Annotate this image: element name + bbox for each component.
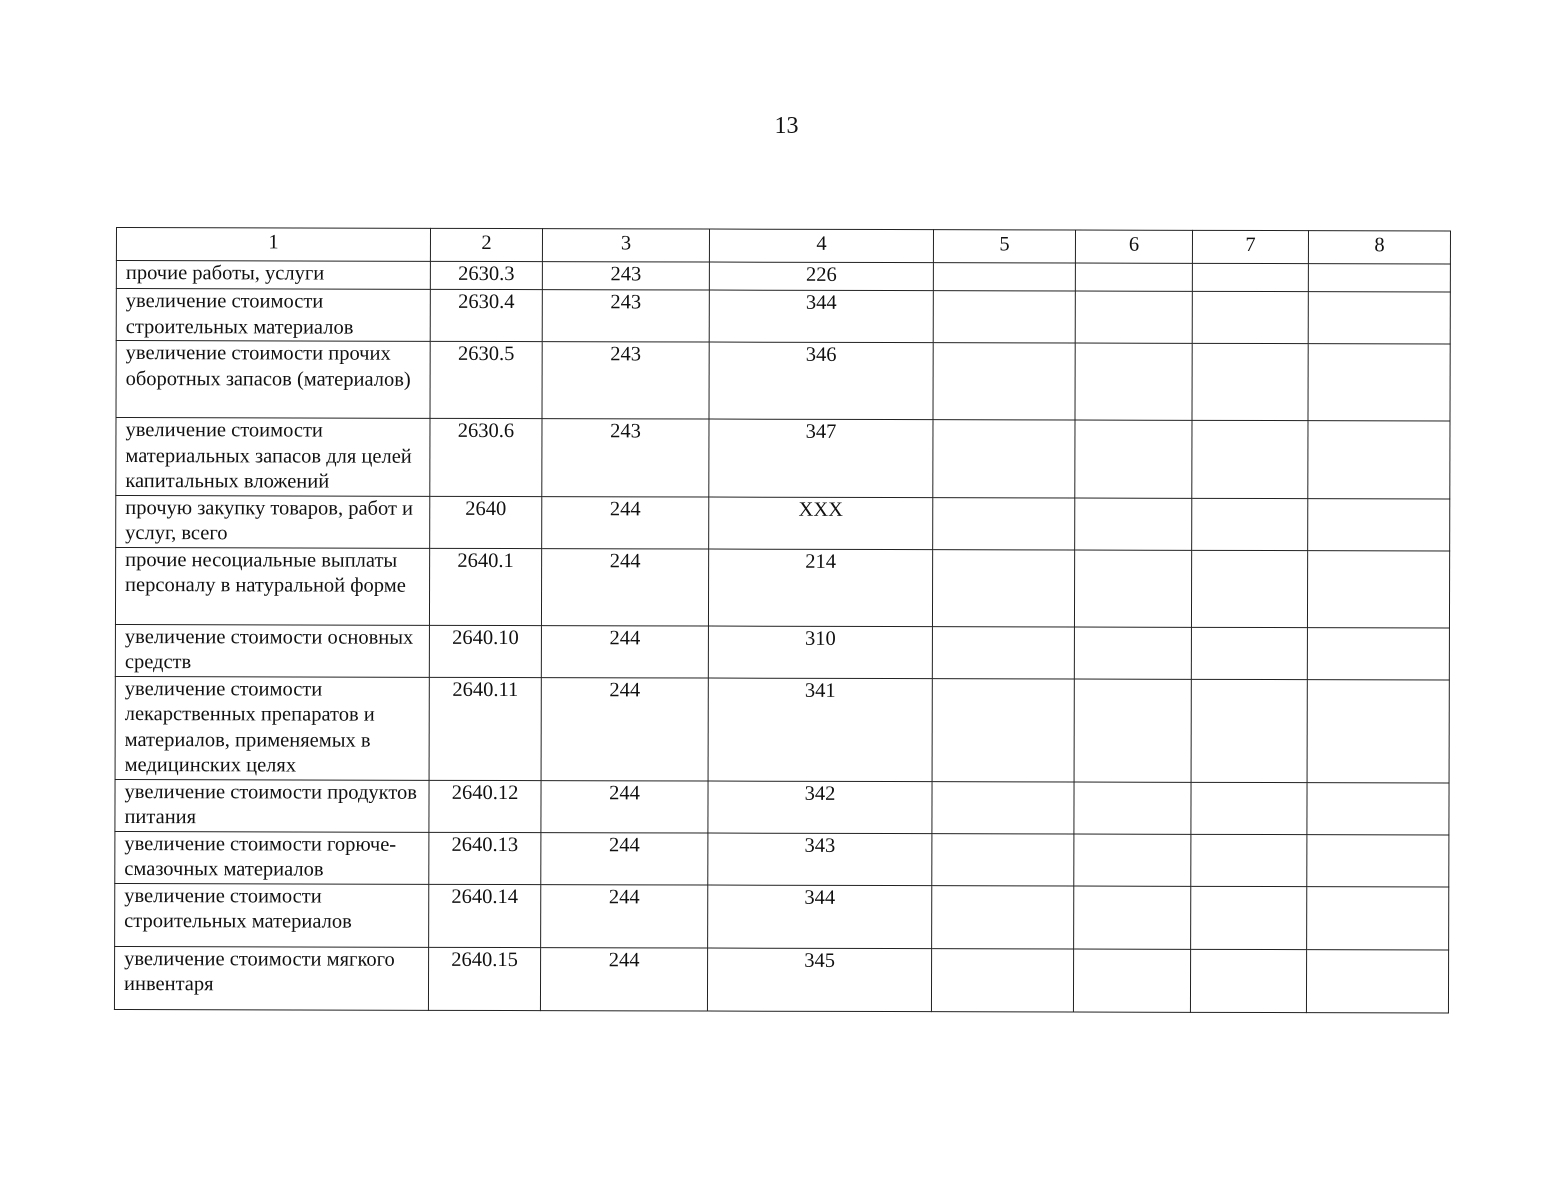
value-col-5: [932, 549, 1074, 626]
row-name: увеличение стоимости продуктов питания: [115, 779, 429, 832]
column-header-4: 4: [709, 229, 933, 263]
value-col-6: [1074, 627, 1191, 679]
line-code: 2640.1: [429, 548, 541, 625]
value-col-7: [1191, 550, 1307, 627]
value-col-6: [1075, 420, 1192, 498]
value-col-6: [1074, 679, 1191, 782]
line-code: 2630.3: [430, 261, 542, 289]
value-col-5: [933, 263, 1075, 291]
code-col-3: 243: [542, 419, 709, 497]
row-name: прочую закупку товаров, работ и услуг, всего: [116, 495, 430, 548]
value-col-5: [932, 626, 1074, 678]
column-header-6: 6: [1075, 230, 1192, 263]
code-col-4: 344: [708, 885, 932, 949]
value-col-8: [1307, 550, 1449, 627]
table-row: [115, 779, 1449, 834]
code-col-3: 244: [541, 548, 708, 625]
code-col-4: 343: [708, 833, 932, 886]
code-col-3: 243: [542, 290, 709, 342]
value-col-5: [932, 833, 1074, 885]
column-header-2: 2: [430, 228, 542, 261]
code-col-4: 214: [708, 549, 932, 627]
code-col-4: 341: [708, 678, 932, 782]
value-col-6: [1073, 949, 1190, 1012]
line-code: 2630.5: [430, 341, 542, 418]
code-col-4: 342: [708, 781, 932, 834]
value-col-6: [1074, 550, 1191, 627]
value-col-7: [1192, 420, 1308, 498]
code-col-3: 243: [542, 262, 709, 290]
value-col-8: [1308, 264, 1450, 292]
table-body: [114, 261, 1450, 1013]
table-row: [116, 418, 1450, 499]
value-col-5: [933, 291, 1075, 343]
value-col-8: [1307, 679, 1449, 782]
column-header-8: 8: [1308, 231, 1450, 264]
value-col-6: [1074, 886, 1191, 949]
row-name: прочие работы, услуги: [116, 261, 430, 290]
value-col-7: [1191, 679, 1307, 782]
value-col-6: [1074, 782, 1191, 834]
code-col-3: 244: [541, 884, 708, 947]
header-row: [116, 228, 1450, 264]
line-code: 2640: [430, 496, 542, 548]
value-col-8: [1308, 344, 1450, 421]
row-name: увеличение стоимости материальных запасов для целей капитальных вложений: [116, 418, 430, 496]
row-name: увеличение стоимости лекарственных препаратов и материалов, применяемых в медицинских целях: [115, 676, 429, 780]
table-row: [115, 831, 1449, 886]
value-col-8: [1307, 834, 1449, 886]
value-col-6: [1075, 343, 1192, 420]
row-name: прочие несоциальные выплаты персоналу в натуральной форме: [115, 547, 429, 625]
row-name: увеличение стоимости прочих оборотных запасов (материалов): [116, 341, 430, 419]
code-col-4: XXX: [709, 497, 933, 550]
row-name: увеличение стоимости основных средств: [115, 624, 429, 677]
value-col-5: [931, 948, 1073, 1011]
value-col-6: [1075, 498, 1192, 550]
value-col-7: [1192, 498, 1308, 550]
row-name: увеличение стоимости строительных материалов: [116, 289, 430, 342]
value-col-8: [1307, 782, 1449, 834]
code-col-3: 244: [541, 625, 708, 677]
value-col-7: [1191, 834, 1307, 886]
value-col-8: [1308, 421, 1450, 499]
line-code: 2630.4: [430, 289, 542, 341]
value-col-7: [1191, 886, 1307, 949]
code-col-3: 244: [540, 947, 707, 1010]
code-col-4: 346: [709, 342, 933, 420]
value-col-7: [1191, 627, 1307, 679]
column-header-7: 7: [1192, 230, 1308, 263]
value-col-5: [933, 497, 1075, 549]
column-header-1: 1: [116, 228, 430, 262]
value-col-7: [1192, 343, 1308, 420]
row-name: увеличение стоимости горюче-смазочных материалов: [115, 831, 429, 884]
code-col-4: 226: [709, 262, 933, 291]
value-col-5: [932, 885, 1074, 948]
value-col-8: [1307, 627, 1449, 679]
value-col-7: [1192, 263, 1308, 291]
value-col-8: [1308, 292, 1450, 344]
value-col-7: [1190, 949, 1306, 1012]
code-col-3: 244: [541, 780, 708, 832]
value-col-7: [1191, 782, 1307, 834]
table-row: [115, 624, 1449, 679]
table-row: [114, 946, 1448, 1012]
value-col-8: [1308, 498, 1450, 550]
code-col-3: 244: [542, 496, 709, 548]
code-col-4: 347: [709, 419, 933, 497]
code-col-4: 345: [707, 948, 931, 1012]
value-col-7: [1192, 291, 1308, 343]
code-col-4: 344: [709, 290, 933, 343]
row-name: увеличение стоимости мягкого инвентаря: [114, 946, 428, 1010]
table-header: [116, 228, 1450, 264]
column-header-5: 5: [933, 230, 1075, 263]
line-code: 2640.13: [429, 832, 541, 884]
value-col-6: [1075, 263, 1192, 291]
table-row: [115, 547, 1449, 627]
table-row: [116, 261, 1450, 292]
table-row: [116, 495, 1450, 550]
page-number: 13: [774, 113, 799, 139]
value-col-8: [1307, 886, 1449, 949]
value-col-5: [932, 678, 1074, 781]
value-col-6: [1074, 834, 1191, 886]
line-code: 2640.11: [429, 677, 541, 780]
value-col-5: [932, 781, 1074, 833]
code-col-3: 244: [541, 677, 708, 780]
budget-table: [114, 227, 1451, 1013]
table-row: [116, 289, 1450, 344]
table-row: [116, 341, 1450, 421]
row-name: увеличение стоимости строительных материалов: [115, 883, 429, 947]
line-code: 2640.10: [429, 625, 541, 677]
value-col-5: [933, 343, 1075, 420]
code-col-4: 310: [708, 626, 932, 679]
line-code: 2630.6: [430, 418, 542, 496]
value-col-8: [1306, 949, 1448, 1012]
value-col-5: [933, 420, 1075, 498]
value-col-6: [1075, 291, 1192, 343]
code-col-3: 243: [542, 342, 709, 419]
code-col-3: 244: [541, 832, 708, 884]
column-header-3: 3: [542, 229, 709, 262]
line-code: 2640.15: [428, 947, 540, 1010]
line-code: 2640.12: [429, 780, 541, 832]
table-row: [115, 676, 1449, 782]
line-code: 2640.14: [429, 884, 541, 947]
table-row: [115, 883, 1449, 949]
